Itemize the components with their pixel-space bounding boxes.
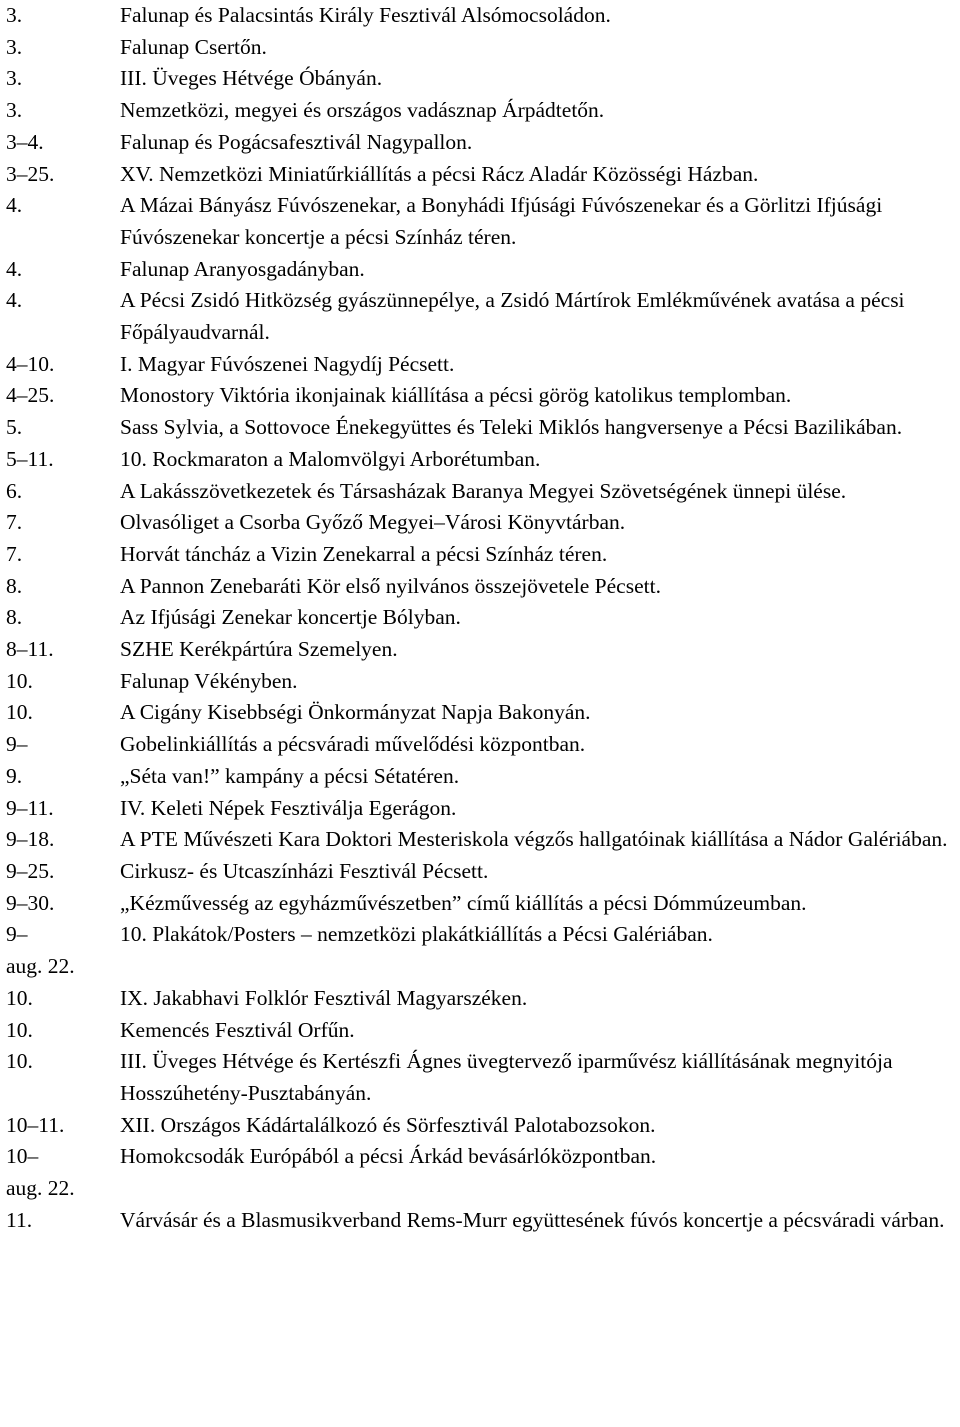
- event-description: „Kézművesség az egyházművészetben” című kiállítás a pécsi Dómmúzeumban.: [120, 890, 807, 915]
- event-row: [6, 0, 954, 32]
- event-description: XII. Országos Kádártalálkozó és Sörfesztivál Palotabozsokon.: [120, 1112, 656, 1137]
- event-date: 10.: [6, 700, 33, 725]
- event-row: [6, 349, 954, 381]
- event-row: [6, 1046, 954, 1109]
- event-row: [6, 666, 954, 698]
- event-row: [6, 476, 954, 508]
- event-date: 7.: [6, 510, 23, 535]
- event-date: 3.: [6, 34, 23, 59]
- event-date: 10.: [6, 985, 33, 1010]
- event-description: Falunap Vékényben.: [120, 668, 298, 693]
- event-date: 6.: [6, 478, 23, 503]
- event-row: [6, 412, 954, 444]
- event-description: A Cigány Kisebbségi Önkormányzat Napja Bakonyán.: [120, 700, 591, 725]
- event-description: I. Magyar Fúvószenei Nagydíj Pécsett.: [120, 351, 455, 376]
- event-description: III. Üveges Hétvége és Kertészfi Ágnes üvegtervező iparművész kiállításának megnyitója Hosszúhetény-Pusztabányán.: [120, 1049, 893, 1105]
- event-row: [6, 1141, 954, 1173]
- event-description: Várvásár és a Blasmusikverband Rems-Murr együttesének fúvós koncertje a pécsváradi várban.: [120, 1207, 945, 1232]
- event-description: Cirkusz- és Utcaszínházi Fesztivál Pécsett.: [120, 858, 489, 883]
- event-description: A Pécsi Zsidó Hitközség gyászünnepélye, a Zsidó Mártírok Emlékművének avatása a pécsi Főpályaudvarnál.: [120, 288, 905, 345]
- event-description: Falunap Csertőn.: [120, 34, 267, 59]
- event-date: 9–25.: [6, 858, 55, 883]
- event-description: 10. Rockmaraton a Malomvölgyi Arborétumban.: [120, 446, 541, 471]
- event-description: 10. Plakátok/Posters – nemzetközi plakátkiállítás a Pécsi Galériában.: [120, 922, 713, 947]
- event-date: 7.: [6, 541, 23, 566]
- event-description: Nemzetközi, megyei és országos vadásznap Árpádtetőn.: [120, 98, 605, 123]
- event-date: 5.: [6, 415, 23, 440]
- event-description: A Mázai Bányász Fúvószenekar, a Bonyhádi Ifjúsági Fúvószenekar és a Görlitzi Ifjúsági Fúvószenekar koncertje a pécsi Színház téren.: [120, 193, 883, 249]
- event-row: [6, 95, 954, 127]
- event-description: Homokcsodák Európából a pécsi Árkád bevásárlóközpontban.: [120, 1144, 657, 1169]
- event-calendar: [6, 0, 954, 1236]
- event-row: [6, 159, 954, 191]
- event-description: Az Ifjúsági Zenekar koncertje Bólyban.: [120, 605, 461, 630]
- event-date: 10.: [6, 1049, 33, 1074]
- event-date: 3.: [6, 3, 23, 27]
- event-description: Kemencés Fesztivál Orfűn.: [120, 1017, 355, 1042]
- event-date: 9–11.: [6, 795, 54, 820]
- event-row: [6, 983, 954, 1015]
- event-date: aug. 22.: [6, 1176, 75, 1201]
- event-date: 10.: [6, 1017, 33, 1042]
- event-description: „Séta van!” kampány a pécsi Sétatéren.: [120, 763, 460, 788]
- event-date: 4.: [6, 193, 23, 218]
- event-date: 10–11.: [6, 1112, 65, 1137]
- event-date: 4.: [6, 256, 23, 281]
- event-date: 9–: [6, 922, 28, 947]
- event-row: [6, 793, 954, 825]
- event-description: III. Üveges Hétvége Óbányán.: [120, 66, 383, 91]
- event-row: [6, 824, 954, 856]
- event-description: Monostory Viktória ikonjainak kiállítása a pécsi görög katolikus templomban.: [120, 383, 792, 408]
- event-date: 8.: [6, 605, 23, 630]
- event-date: 4.: [6, 288, 23, 313]
- event-row: [6, 63, 954, 95]
- event-row: [6, 32, 954, 64]
- event-date: 9–: [6, 732, 28, 757]
- event-row: [6, 634, 954, 666]
- event-description: Horvát táncház a Vizin Zenekarral a pécsi Színház téren.: [120, 541, 608, 566]
- event-row: [6, 1173, 954, 1205]
- event-date: 3–25.: [6, 161, 55, 186]
- event-date: 3.: [6, 98, 23, 123]
- event-description: XV. Nemzetközi Miniatűrkiállítás a pécsi Rácz Aladár Közösségi Házban.: [120, 161, 759, 186]
- event-row: [6, 254, 954, 286]
- event-row: [6, 539, 954, 571]
- event-description: Olvasóliget a Csorba Győző Megyei–Városi Könyvtárban.: [120, 510, 626, 535]
- event-date: 8.: [6, 573, 23, 598]
- event-row: [6, 697, 954, 729]
- event-description: Gobelinkiállítás a pécsváradi művelődési központban.: [120, 732, 586, 757]
- event-date: 4–10.: [6, 351, 55, 376]
- event-row: [6, 507, 954, 539]
- event-date: aug. 22.: [6, 954, 75, 979]
- event-date: 10–: [6, 1144, 39, 1169]
- event-row: [6, 1015, 954, 1047]
- event-description: IX. Jakabhavi Folklór Fesztivál Magyarszéken.: [120, 985, 528, 1010]
- event-date: 10.: [6, 668, 33, 693]
- event-row: [6, 919, 954, 951]
- event-row: [6, 888, 954, 920]
- event-description: A Lakásszövetkezetek és Társasházak Baranya Megyei Szövetségének ünnepi ülése.: [120, 478, 847, 503]
- event-date: 3–4.: [6, 129, 44, 154]
- event-date: 4–25.: [6, 383, 55, 408]
- event-row: [6, 951, 954, 983]
- event-row: [6, 729, 954, 761]
- event-row: [6, 856, 954, 888]
- event-description: Falunap Aranyosgadányban.: [120, 256, 365, 281]
- event-date: 11.: [6, 1207, 33, 1232]
- event-row: [6, 571, 954, 603]
- event-description: Falunap és Pogácsafesztivál Nagypallon.: [120, 129, 473, 154]
- event-description: A Pannon Zenebaráti Kör első nyilvános összejövetele Pécsett.: [120, 573, 661, 598]
- event-date: 3.: [6, 66, 23, 91]
- event-date: 9.: [6, 763, 23, 788]
- event-row: [6, 285, 954, 348]
- event-description: A PTE Művészeti Kara Doktori Mesteriskola végzős hallgatóinak kiállítása a Nádor Galériában.: [120, 827, 948, 852]
- event-row: [6, 190, 954, 253]
- event-row: [6, 761, 954, 793]
- event-description: IV. Keleti Népek Fesztiválja Egerágon.: [120, 795, 457, 820]
- event-description: Falunap és Palacsintás Király Fesztivál Alsómocsoládon.: [120, 3, 611, 27]
- event-row: [6, 127, 954, 159]
- event-row: [6, 602, 954, 634]
- event-description: SZHE Kerékpártúra Szemelyen.: [120, 637, 398, 662]
- event-row: [6, 444, 954, 476]
- event-date: 8–11.: [6, 637, 54, 662]
- event-date: 9–18.: [6, 827, 55, 852]
- event-row: [6, 1110, 954, 1142]
- event-date: 9–30.: [6, 890, 55, 915]
- event-row: [6, 380, 954, 412]
- event-row: [6, 1205, 954, 1237]
- event-description: Sass Sylvia, a Sottovoce Énekegyüttes és Teleki Miklós hangversenye a Pécsi Bazilikában.: [120, 415, 903, 440]
- event-date: 5–11.: [6, 446, 54, 471]
